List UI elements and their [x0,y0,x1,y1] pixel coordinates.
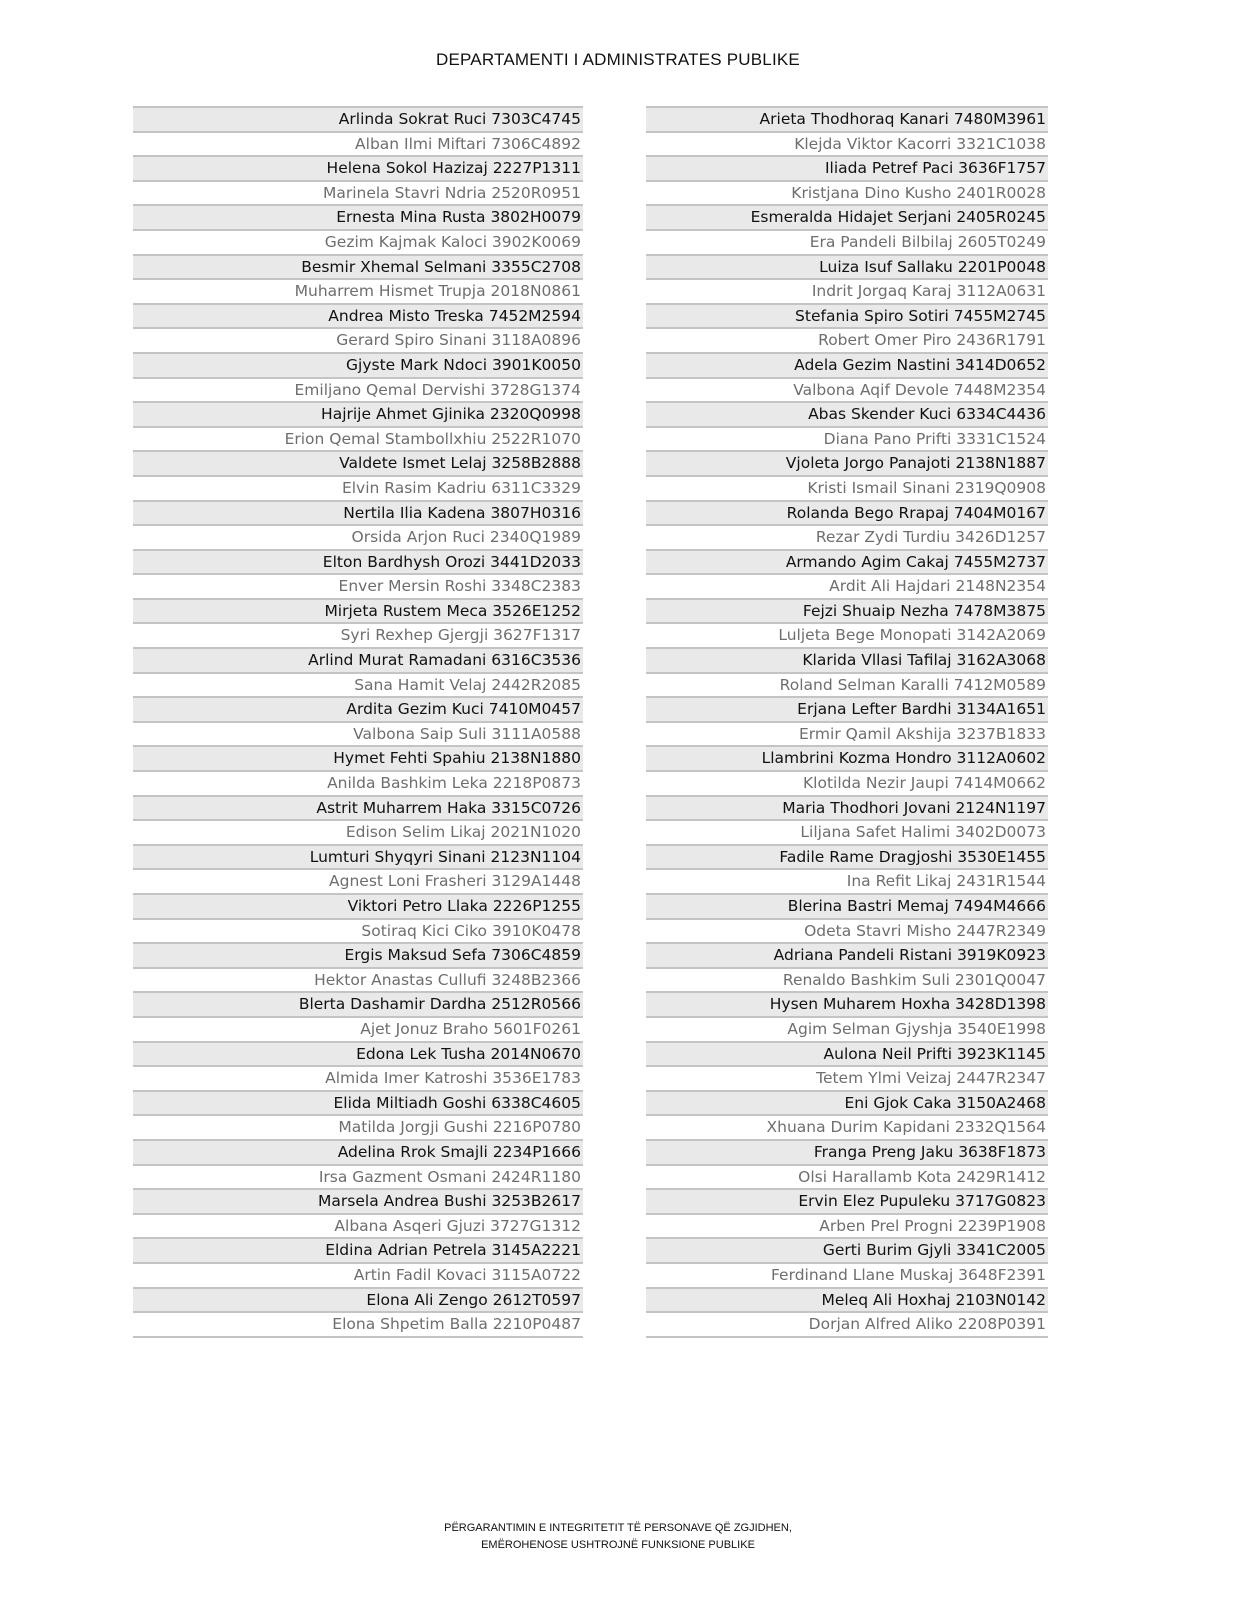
list-item: Elida Miltiadh Goshi 6338C4605 [133,1090,583,1115]
list-item: Gerard Spiro Sinani 3118A0896 [133,327,583,352]
list-item: Adelina Rrok Smajli 2234P1666 [133,1139,583,1164]
right-column [646,106,1048,1338]
list-item: Kristi Ismail Sinani 2319Q0908 [646,475,1048,500]
list-item: Marsela Andrea Bushi 3253B2617 [133,1188,583,1213]
list-item: Ferdinand Llane Muskaj 3648F2391 [646,1262,1048,1287]
list-item: Kristjana Dino Kusho 2401R0028 [646,180,1048,205]
list-item: Ardita Gezim Kuci 7410M0457 [133,696,583,721]
list-item: Matilda Jorgji Gushi 2216P0780 [133,1114,583,1139]
footer-line-2: EMËROHENOSE USHTROJNË FUNKSIONE PUBLIKE [481,1539,755,1551]
list-item: Anilda Bashkim Leka 2218P0873 [133,770,583,795]
list-item: Sotiraq Kici Ciko 3910K0478 [133,918,583,943]
list-item: Ernesta Mina Rusta 3802H0079 [133,204,583,229]
list-item: Arieta Thodhoraq Kanari 7480M3961 [646,106,1048,131]
page-footer [0,1520,1236,1554]
list-item: Mirjeta Rustem Meca 3526E1252 [133,598,583,623]
list-item: Artin Fadil Kovaci 3115A0722 [133,1262,583,1287]
list-item: Gerti Burim Gjyli 3341C2005 [646,1237,1048,1262]
list-item: Erion Qemal Stambollxhiu 2522R1070 [133,426,583,451]
list-item: Arlinda Sokrat Ruci 7303C4745 [133,106,583,131]
list-item: Adriana Pandeli Ristani 3919K0923 [646,942,1048,967]
list-item: Agnest Loni Frasheri 3129A1448 [133,868,583,893]
list-item: Eni Gjok Caka 3150A2468 [646,1090,1048,1115]
list-item: Alban Ilmi Miftari 7306C4892 [133,131,583,156]
column-end-rule [133,1336,583,1338]
list-item: Besmir Xhemal Selmani 3355C2708 [133,254,583,279]
list-item: Gjyste Mark Ndoci 3901K0050 [133,352,583,377]
list-item: Liljana Safet Halimi 3402D0073 [646,819,1048,844]
list-item: Maria Thodhori Jovani 2124N1197 [646,795,1048,820]
list-item: Valbona Aqif Devole 7448M2354 [646,377,1048,402]
list-item: Emiljano Qemal Dervishi 3728G1374 [133,377,583,402]
list-item: Blerina Bastri Memaj 7494M4666 [646,893,1048,918]
page-title: DEPARTAMENTI I ADMINISTRATES PUBLIKE [436,50,800,69]
list-item: Ervin Elez Pupuleku 3717G0823 [646,1188,1048,1213]
list-item: Ermir Qamil Akshija 3237B1833 [646,721,1048,746]
list-item: Franga Preng Jaku 3638F1873 [646,1139,1048,1164]
list-item: Valbona Saip Suli 3111A0588 [133,721,583,746]
list-item: Xhuana Durim Kapidani 2332Q1564 [646,1114,1048,1139]
list-item: Olsi Harallamb Kota 2429R1412 [646,1164,1048,1189]
list-item: Enver Mersin Roshi 3348C2383 [133,573,583,598]
list-item: Hektor Anastas Cullufi 3248B2366 [133,967,583,992]
list-item: Hysen Muharem Hoxha 3428D1398 [646,991,1048,1016]
list-item: Ardit Ali Hajdari 2148N2354 [646,573,1048,598]
list-item: Marinela Stavri Ndria 2520R0951 [133,180,583,205]
list-item: Llambrini Kozma Hondro 3112A0602 [646,745,1048,770]
list-item: Sana Hamit Velaj 2442R2085 [133,672,583,697]
list-item: Klarida Vllasi Tafilaj 3162A3068 [646,647,1048,672]
list-item: Erjana Lefter Bardhi 3134A1651 [646,696,1048,721]
list-item: Eldina Adrian Petrela 3145A2221 [133,1237,583,1262]
list-item: Stefania Spiro Sotiri 7455M2745 [646,303,1048,328]
list-item: Ina Refit Likaj 2431R1544 [646,868,1048,893]
list-item: Aulona Neil Prifti 3923K1145 [646,1041,1048,1066]
list-item: Arlind Murat Ramadani 6316C3536 [133,647,583,672]
list-item: Elvin Rasim Kadriu 6311C3329 [133,475,583,500]
left-column [133,106,583,1338]
list-item: Dorjan Alfred Aliko 2208P0391 [646,1311,1048,1336]
footer-line-1: PËRGARANTIMIN E INTEGRITETIT TË PERSONAVE QË ZGJIDHEN, [444,1522,792,1534]
list-item: Robert Omer Piro 2436R1791 [646,327,1048,352]
list-item: Rolanda Bego Rrapaj 7404M0167 [646,500,1048,525]
list-item: Muharrem Hismet Trupja 2018N0861 [133,278,583,303]
list-item: Fejzi Shuaip Nezha 7478M3875 [646,598,1048,623]
list-item: Albana Asqeri Gjuzi 3727G1312 [133,1213,583,1238]
list-item: Indrit Jorgaq Karaj 3112A0631 [646,278,1048,303]
list-item: Lumturi Shyqyri Sinani 2123N1104 [133,844,583,869]
list-item: Syri Rexhep Gjergji 3627F1317 [133,622,583,647]
list-item: Arben Prel Progni 2239P1908 [646,1213,1048,1238]
list-item: Klejda Viktor Kacorri 3321C1038 [646,131,1048,156]
list-item: Helena Sokol Hazizaj 2227P1311 [133,155,583,180]
list-item: Hymet Fehti Spahiu 2138N1880 [133,745,583,770]
list-item: Odeta Stavri Misho 2447R2349 [646,918,1048,943]
list-item: Tetem Ylmi Veizaj 2447R2347 [646,1065,1048,1090]
list-item: Edison Selim Likaj 2021N1020 [133,819,583,844]
list-item: Luiza Isuf Sallaku 2201P0048 [646,254,1048,279]
list-item: Astrit Muharrem Haka 3315C0726 [133,795,583,820]
list-item: Elona Ali Zengo 2612T0597 [133,1287,583,1312]
list-item: Esmeralda Hidajet Serjani 2405R0245 [646,204,1048,229]
list-item: Fadile Rame Dragjoshi 3530E1455 [646,844,1048,869]
list-item: Elona Shpetim Balla 2210P0487 [133,1311,583,1336]
list-item: Diana Pano Prifti 3331C1524 [646,426,1048,451]
list-item: Valdete Ismet Lelaj 3258B2888 [133,450,583,475]
list-item: Ajet Jonuz Braho 5601F0261 [133,1016,583,1041]
list-item: Agim Selman Gjyshja 3540E1998 [646,1016,1048,1041]
list-item: Edona Lek Tusha 2014N0670 [133,1041,583,1066]
list-item: Roland Selman Karalli 7412M0589 [646,672,1048,697]
list-item: Abas Skender Kuci 6334C4436 [646,401,1048,426]
list-item: Renaldo Bashkim Suli 2301Q0047 [646,967,1048,992]
list-item: Hajrije Ahmet Gjinika 2320Q0998 [133,401,583,426]
list-item: Irsa Gazment Osmani 2424R1180 [133,1164,583,1189]
list-item: Armando Agim Cakaj 7455M2737 [646,549,1048,574]
list-item: Adela Gezim Nastini 3414D0652 [646,352,1048,377]
list-item: Elton Bardhysh Orozi 3441D2033 [133,549,583,574]
list-item: Viktori Petro Llaka 2226P1255 [133,893,583,918]
list-item: Vjoleta Jorgo Panajoti 2138N1887 [646,450,1048,475]
list-item: Meleq Ali Hoxhaj 2103N0142 [646,1287,1048,1312]
list-item: Almida Imer Katroshi 3536E1783 [133,1065,583,1090]
list-item: Blerta Dashamir Dardha 2512R0566 [133,991,583,1016]
list-item: Andrea Misto Treska 7452M2594 [133,303,583,328]
list-item: Era Pandeli Bilbilaj 2605T0249 [646,229,1048,254]
list-item: Ergis Maksud Sefa 7306C4859 [133,942,583,967]
list-item: Iliada Petref Paci 3636F1757 [646,155,1048,180]
list-item: Klotilda Nezir Jaupi 7414M0662 [646,770,1048,795]
list-item: Rezar Zydi Turdiu 3426D1257 [646,524,1048,549]
list-item: Nertila Ilia Kadena 3807H0316 [133,500,583,525]
list-item: Gezim Kajmak Kaloci 3902K0069 [133,229,583,254]
column-end-rule [646,1336,1048,1338]
list-item: Luljeta Bege Monopati 3142A2069 [646,622,1048,647]
list-item: Orsida Arjon Ruci 2340Q1989 [133,524,583,549]
